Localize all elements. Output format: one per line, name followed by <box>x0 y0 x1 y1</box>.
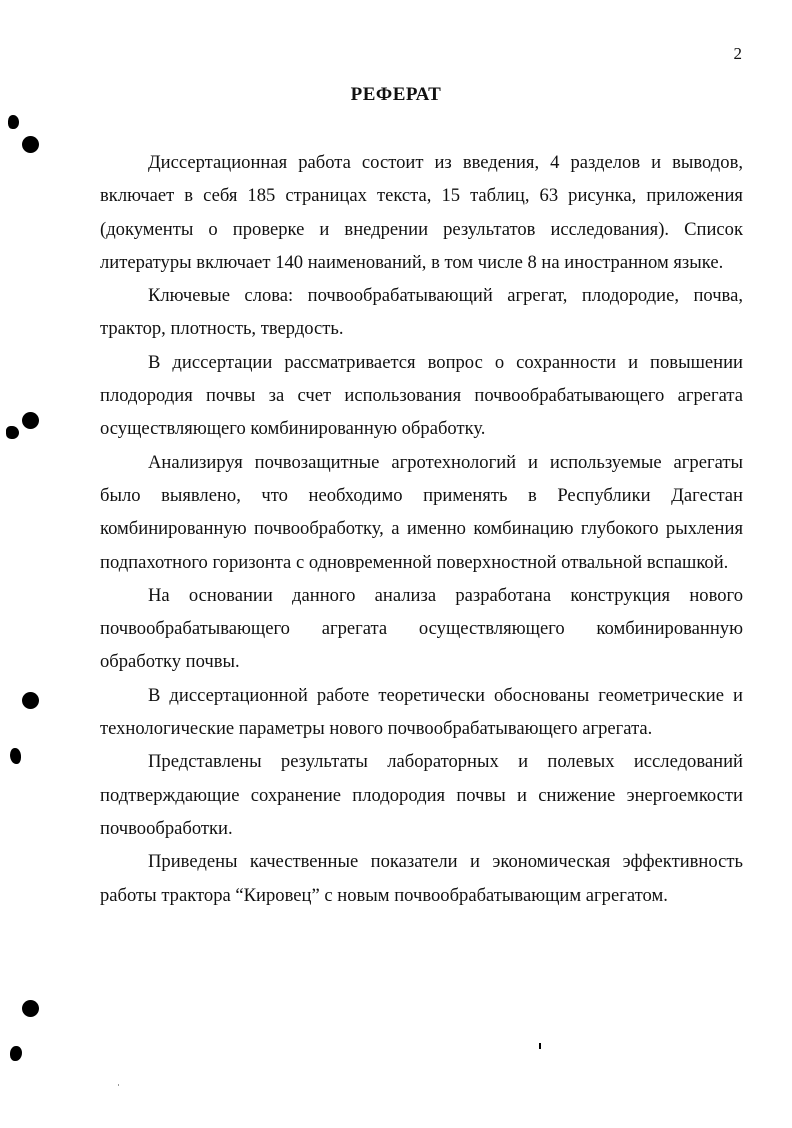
paragraph-efficiency: Приведены качественные показатели и экономическая эффективность работы трактора “Кировец” с новым почвообрабатывающим агрегатом. <box>100 851 743 906</box>
paragraph-theory: В диссертационной работе теоретически обоснованы геометрические и технологические параметры нового почвообрабатывающего агрегата. <box>100 684 743 740</box>
paragraph-keywords: Ключевые слова: почвообрабатывающий агрегат, плодородие, почва, трактор, плотность, твердость. <box>100 285 743 340</box>
scan-speck <box>539 1043 541 1049</box>
scan-speck <box>118 1084 119 1086</box>
page-title: РЕФЕРАТ <box>350 84 442 105</box>
hole-punch-mark <box>10 1046 22 1061</box>
hole-punch-mark <box>22 136 39 153</box>
hole-punch-mark <box>8 115 19 129</box>
hole-punch-mark <box>22 1000 39 1017</box>
hole-punch-mark <box>22 692 39 709</box>
page-number: 2 <box>733 44 742 63</box>
abstract-body <box>100 146 743 912</box>
hole-punch-mark <box>6 426 19 439</box>
paragraph-design: На основании данного анализа разработана конструкция нового почвообрабатывающего агрегата осуществляющего комбинированную обработку почвы. <box>100 584 743 673</box>
paragraph-analysis: Анализируя почвозащитные агротехнологий и используемые агрегаты было выявлено, что необходимо применять в Республики Дагестан комбинированную почвообработку, а именно комбинацию глубокого рыхления подпахотного горизонта с одновременной поверхностной отвальной вспашкой. <box>100 451 743 573</box>
paragraph-structure: Диссертационная работа состоит из введения, 4 разделов и выводов, включает в себя 185 страницах текста, 15 таблиц, 63 рисунка, приложения (документы о проверке и внедрении результатов исследования). Список литературы включает 140 наименований, в том числе 8 на иностранном языке. <box>100 152 743 273</box>
hole-punch-mark <box>10 748 21 764</box>
paragraph-topic: В диссертации рассматривается вопрос о сохранности и повышении плодородия почвы за счет использования почвообрабатывающего агрегата осуществляющего комбинированную обработку. <box>100 351 743 440</box>
paragraph-results: Представлены результаты лабораторных и полевых исследований подтверждающие сохранение плодородия почвы и снижение энергоемкости почвообработки. <box>100 751 743 839</box>
hole-punch-mark <box>22 412 39 429</box>
